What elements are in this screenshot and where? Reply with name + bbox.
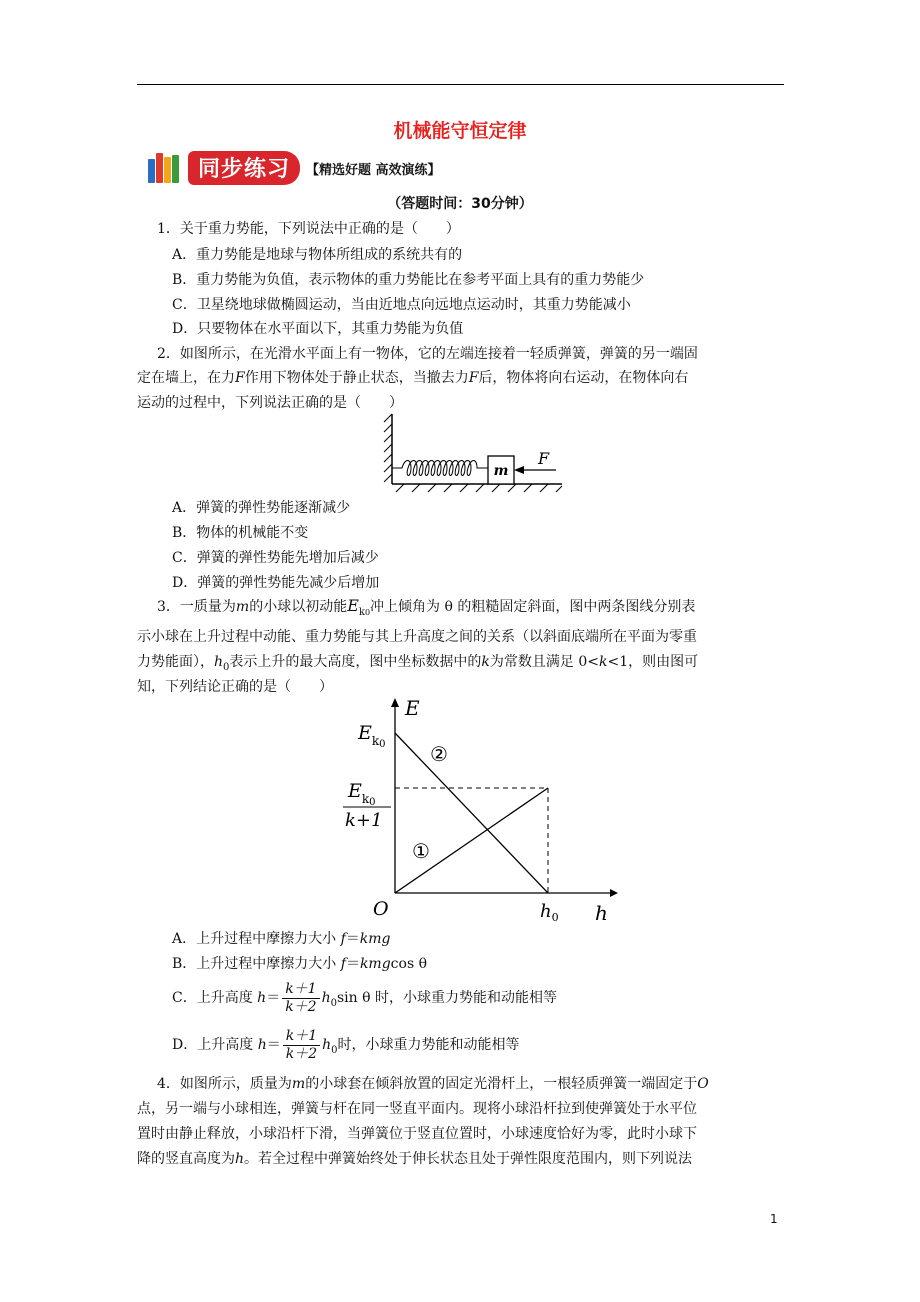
q1-stem: 1．关于重力势能，下列说法中正确的是（ ） bbox=[157, 221, 460, 237]
x-axis-label: h bbox=[595, 901, 608, 925]
q3-var-h: h bbox=[257, 990, 267, 1006]
q3-var-h: h bbox=[322, 1037, 332, 1053]
q3-sub-0: 0 bbox=[330, 997, 337, 1009]
q3-stem-line2: 示小球在上升过程中动能、重力势能与其上升高度之间的关系（以斜面底端所在平面为零重 bbox=[137, 629, 697, 645]
banner-tag: 【精选好题 高效演练】 bbox=[306, 162, 441, 178]
q1-option-d: D．只要物体在水平面以下，其重力势能为负值 bbox=[172, 321, 464, 337]
q3-text: 表示上升的最大高度，图中坐标数据中的 bbox=[229, 654, 482, 670]
q3-opt-text: D．上升高度 bbox=[172, 1037, 254, 1053]
q4-var-h: h bbox=[235, 1151, 245, 1167]
q3-text: 为常数且满足 0< bbox=[489, 654, 599, 670]
fraction-denominator: k＋2 bbox=[285, 1045, 318, 1062]
q3-var-h: h bbox=[257, 1037, 267, 1053]
q3-text: 力势能面）， bbox=[137, 654, 214, 670]
fraction-numerator: k＋1 bbox=[283, 1028, 320, 1046]
q3-text: 3．一质量为 bbox=[157, 599, 236, 615]
q3-option-a bbox=[172, 929, 391, 949]
q4-stem-line3: 置时由静止释放，小球沿杆下滑，当弹簧位于竖直位置时，小球速度恰好为零，此时小球下 bbox=[137, 1126, 697, 1142]
mass-label: m bbox=[493, 463, 509, 479]
q3-option-b bbox=[172, 954, 427, 974]
frac-denominator: k+1 bbox=[345, 810, 383, 831]
q2-stem-line3: 运动的过程中，下列说法正确的是（ ） bbox=[137, 395, 403, 411]
line-2-kinetic bbox=[395, 733, 548, 893]
page-number: 1 bbox=[770, 1212, 778, 1226]
q4-stem-line4 bbox=[137, 1149, 692, 1169]
q3-sub-0: 0 bbox=[331, 1044, 338, 1056]
q4-stem-line1 bbox=[157, 1074, 709, 1094]
energy-height-graph bbox=[335, 693, 620, 928]
q3-opt-text: A．上升过程中摩擦力大小 bbox=[172, 931, 337, 947]
ek0-sub-0: 0 bbox=[379, 739, 386, 750]
frac-num-e: E bbox=[348, 780, 362, 802]
q2-option-d: D．弹簧的弹性势能先减少后增加 bbox=[172, 575, 380, 591]
q3-eq: ＝ bbox=[345, 956, 360, 972]
origin-label: O bbox=[373, 898, 389, 920]
q4-text: 。若全过程中弹簧始终处于伸长状态且处于弹性限度范围内，则下列说法 bbox=[244, 1151, 693, 1167]
q4-var-o: O bbox=[697, 1076, 709, 1092]
q3-eq: ＝ bbox=[345, 931, 360, 947]
q2-stem-line1: 2．如图所示，在光滑水平面上有一物体，它的左端连接着一轻质弹簧，弹簧的另一端固 bbox=[157, 346, 698, 362]
q2-stem-line2 bbox=[137, 368, 688, 388]
q3-var-kmg: kmg bbox=[359, 931, 391, 947]
q3-option-c bbox=[172, 980, 557, 1022]
q3-var-m: m bbox=[235, 599, 250, 615]
header-rule bbox=[137, 84, 784, 85]
force-arrow-head bbox=[514, 466, 524, 474]
q2-var-f: F bbox=[235, 370, 245, 386]
q3-text: 的小球以初动能 bbox=[249, 599, 348, 615]
q3-sub-0: 0 bbox=[364, 607, 371, 617]
fraction-numerator: k＋1 bbox=[282, 981, 319, 999]
section-banner bbox=[148, 150, 441, 186]
q3-eq: ＝ bbox=[266, 990, 281, 1006]
q2-option-a: A．弹簧的弹性势能逐渐减少 bbox=[172, 500, 351, 516]
q3-var-k: k bbox=[598, 654, 608, 670]
q1-option-a: A．重力势能是地球与物体所组成的系统共有的 bbox=[172, 247, 463, 263]
force-label: F bbox=[538, 449, 550, 468]
time-note: （答题时间：30分钟） bbox=[387, 196, 533, 212]
q3-c-fraction bbox=[282, 981, 319, 1016]
q3-opt-text: C．上升高度 bbox=[172, 990, 253, 1006]
fraction-denominator: k＋2 bbox=[285, 998, 317, 1015]
ek0-sub-k: k bbox=[371, 734, 380, 748]
wall-hatch bbox=[384, 414, 392, 482]
q2-text: 定在墙上，在力 bbox=[137, 370, 235, 386]
q3-var-h: h bbox=[321, 990, 331, 1006]
q2-text: 后，物体将向右运动，在物体向右 bbox=[478, 370, 689, 386]
q4-var-m: m bbox=[291, 1076, 306, 1092]
q4-text: 的小球套在倾斜放置的固定光滑杆上，一根轻质弹簧一端固定于 bbox=[305, 1076, 698, 1092]
q3-var-kmg: kmg bbox=[359, 956, 391, 972]
y-axis-label: E bbox=[405, 696, 420, 720]
frac-numerator bbox=[347, 780, 376, 808]
h0-label bbox=[540, 901, 559, 924]
q3-text: <1，则由图可 bbox=[607, 654, 699, 670]
q1-option-c: C．卫星绕地球做椭圆运动，当由近地点向远地点运动时，其重力势能减小 bbox=[172, 297, 631, 313]
x-axis-arrow bbox=[610, 889, 618, 897]
q4-text: 4．如图所示，质量为 bbox=[157, 1076, 292, 1092]
q3-var-h: h bbox=[214, 654, 224, 670]
q3-opt-tail: cos θ bbox=[390, 956, 428, 972]
q3-option-d bbox=[172, 1027, 520, 1069]
spring bbox=[392, 461, 488, 476]
q3-sub-k: k bbox=[358, 606, 365, 618]
q3-text: 冲上倾角为 θ 的粗糙固定斜面，图中两条图线分别表 bbox=[370, 599, 696, 615]
q3-opt-tail: sin θ 时，小球重力势能和动能相等 bbox=[337, 990, 558, 1006]
spring-block-figure bbox=[380, 410, 570, 495]
q1-option-b: B．重力势能为负值，表示物体的重力势能比在参考平面上具有的重力势能少 bbox=[172, 272, 645, 288]
y-axis-arrow bbox=[391, 698, 399, 707]
q3-opt-tail: 时，小球重力势能和动能相等 bbox=[337, 1037, 520, 1053]
q3-var-f: f bbox=[340, 956, 346, 972]
q2-text: 作用下物体处于静止状态，当撤去力 bbox=[244, 370, 469, 386]
h0-sub-0: 0 bbox=[551, 911, 559, 924]
h0-h: h bbox=[540, 901, 552, 922]
line-1-label: ① bbox=[412, 839, 430, 863]
q3-stem-line3 bbox=[137, 652, 698, 678]
frac-num-sub-k: k bbox=[361, 792, 370, 806]
q3-stem-line1 bbox=[157, 596, 695, 623]
line-2-label: ② bbox=[430, 742, 448, 766]
books-icon bbox=[148, 153, 182, 183]
q4-text: 降的竖直高度为 bbox=[137, 1151, 235, 1167]
q4-stem-line2: 点，另一端与小球相连，弹簧与杆在同一竖直平面内。现将小球沿杆拉到使弹簧处于水平位 bbox=[137, 1101, 697, 1117]
q3-stem-line4: 知，下列结论正确的是（ ） bbox=[137, 679, 333, 695]
q3-var-e: E bbox=[347, 596, 359, 615]
page-title: 机械能守恒定律 bbox=[393, 120, 527, 142]
frac-num-sub-0: 0 bbox=[369, 797, 376, 808]
q3-eq: ＝ bbox=[266, 1037, 281, 1053]
q2-option-c: C．弹簧的弹性势能先增加后减少 bbox=[172, 550, 379, 566]
q3-d-fraction bbox=[283, 1028, 320, 1063]
q3-var-k: k bbox=[481, 654, 490, 670]
q2-var-f: F bbox=[468, 370, 479, 386]
floor-hatch bbox=[396, 484, 562, 492]
banner-label: 同步练习 bbox=[188, 151, 300, 185]
q3-opt-text: B．上升过程中摩擦力大小 bbox=[172, 956, 337, 972]
ek0-label bbox=[357, 722, 386, 750]
ek0-e: E bbox=[358, 722, 372, 744]
q3-sub-0: 0 bbox=[223, 661, 230, 673]
q3-var-f: f bbox=[340, 931, 346, 947]
q2-option-b: B．物体的机械能不变 bbox=[172, 525, 309, 541]
